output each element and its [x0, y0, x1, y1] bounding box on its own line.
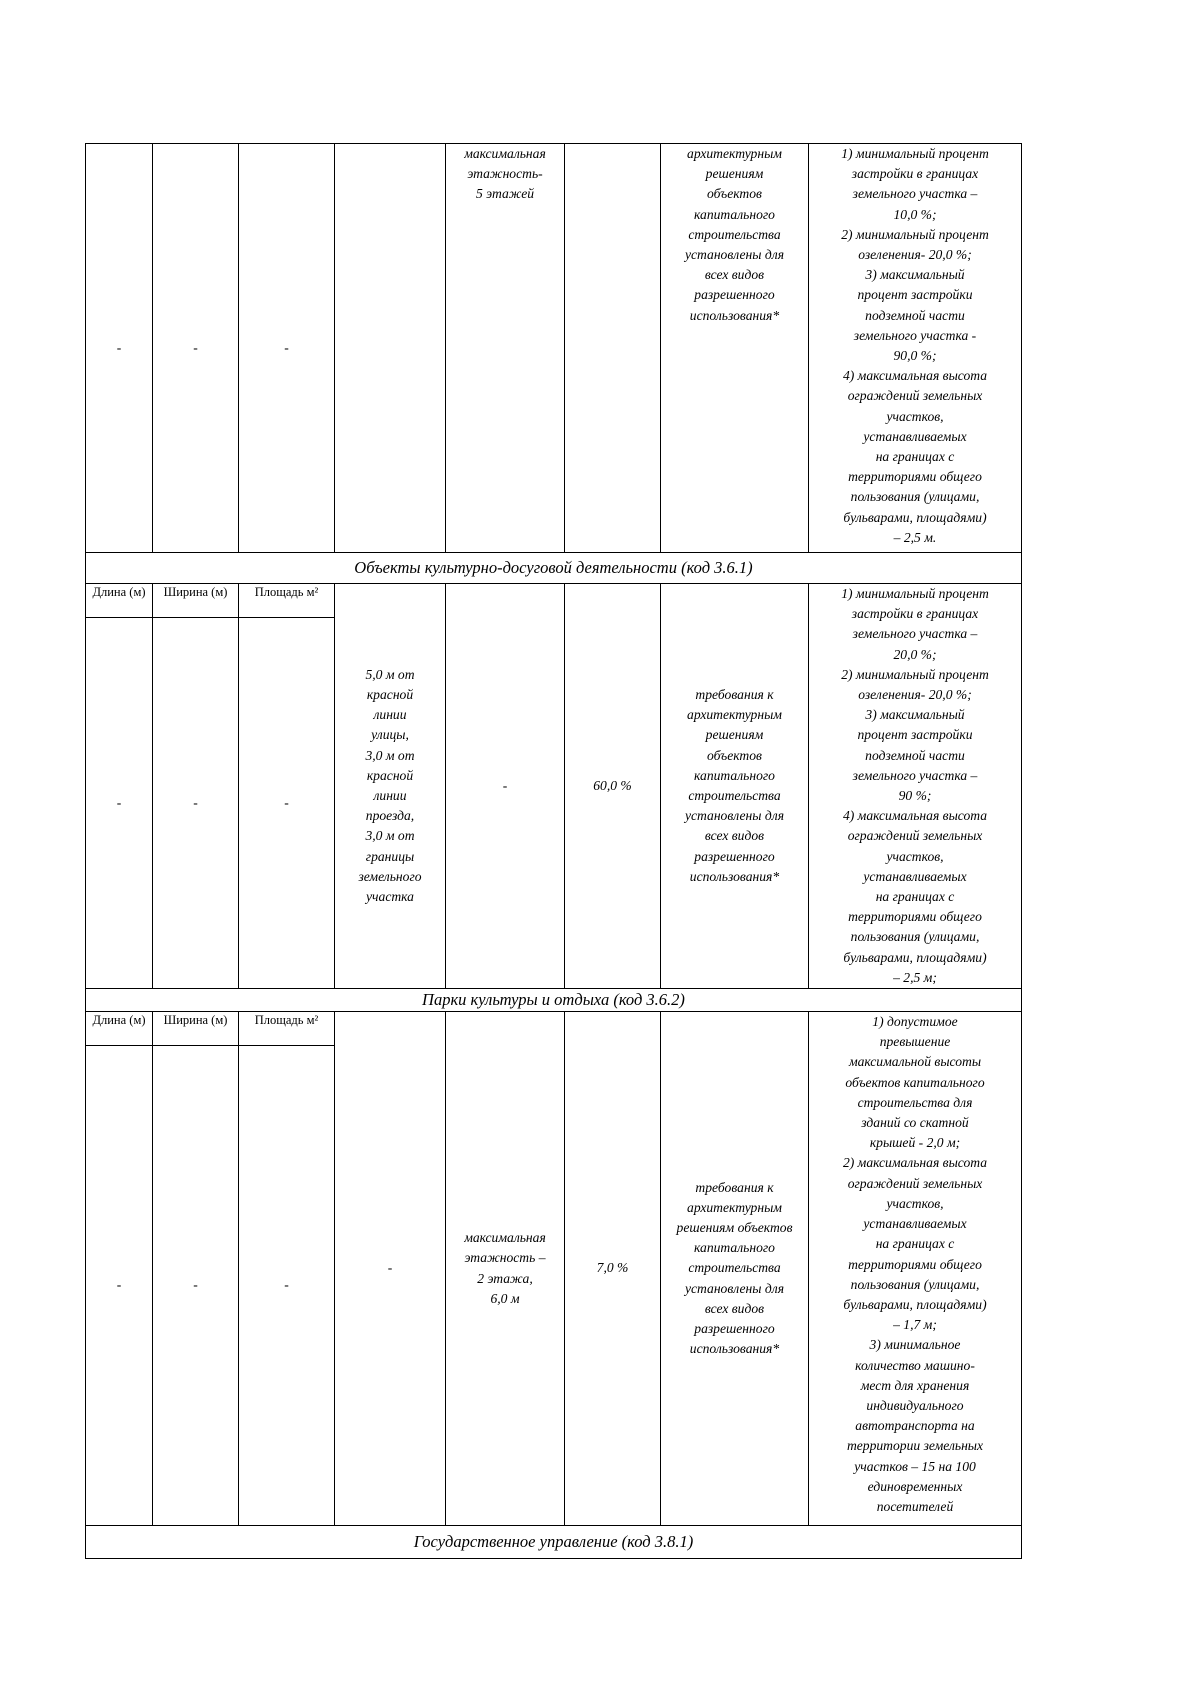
cell-text-line: мест для хранения	[860, 1377, 970, 1393]
cell-text-line: устанавливаемых	[863, 1216, 967, 1232]
cell-text-line: 1) допустимое	[872, 1014, 958, 1030]
cell-text-line: строительства для	[857, 1094, 973, 1110]
cell-text-line: 3,0 м от	[365, 747, 415, 763]
cell-text-line: этажность –	[464, 1250, 546, 1266]
cell-text-line: процент застройки	[857, 287, 973, 303]
cell-text-line: озеленения- 20,0 %;	[858, 687, 972, 703]
cell-text-line: 2) минимальный процент	[841, 226, 989, 242]
cell-text-line: 3) максимальный	[865, 707, 965, 723]
cell-text-line: подземной части	[865, 307, 965, 323]
cell-text-line: всех видов	[704, 267, 765, 283]
coverage-cell: 7,0 %	[565, 1012, 661, 1526]
cell-text-line: единовременных	[867, 1478, 963, 1494]
area-cell: -	[239, 144, 335, 553]
cell-text-line: – 1,7 м;	[893, 1317, 937, 1333]
cell-text-line: всех видов	[704, 828, 765, 844]
cell-text-line: ограждений земельных	[847, 1175, 983, 1191]
cell-text-line: строительства	[688, 1260, 781, 1276]
cell-text-line: капитального	[694, 767, 775, 783]
cell-text-line: – 2,5 м.	[893, 529, 937, 545]
cell-text-line: территориями общего	[848, 909, 982, 925]
cell-text-line: участков – 15 на 100	[854, 1458, 976, 1474]
cell-text-line: пользования (улицами,	[850, 489, 980, 505]
cell-text-line: пользования (улицами,	[850, 929, 980, 945]
other-params-cell	[809, 584, 1022, 989]
cell-text-line: ограждений земельных	[847, 388, 983, 404]
cell-text-line: линии	[373, 788, 407, 804]
cell-text-line: посетителей	[876, 1498, 954, 1514]
cell-text-line: объектов	[707, 747, 762, 763]
cell-text-line: автотранспорта на	[855, 1418, 975, 1434]
cell-text-line: максимальной высоты	[848, 1054, 982, 1070]
cell-text-line: требования к	[695, 1179, 774, 1195]
cell-text-line: использования*	[689, 1341, 780, 1357]
cell-text-line: улицы,	[371, 727, 409, 743]
cell-text-line: земельного	[358, 868, 422, 884]
cell-text-line: красной	[366, 767, 414, 783]
cell-text-line: территориями общего	[848, 469, 982, 485]
other-params-cell	[809, 144, 1022, 553]
architecture-cell	[661, 144, 809, 553]
storeys-cell	[446, 1012, 565, 1526]
cell-text-line: разрешенного	[694, 848, 775, 864]
cell-text-line: на границах с	[875, 449, 955, 465]
regulations-table-page	[85, 143, 1021, 1559]
cell-text-line: застройки в границах	[851, 606, 979, 622]
cell-text-line: 5 этажей	[475, 186, 535, 202]
area-header: Площадь м²	[239, 584, 335, 618]
cell-text-line: территории земельных	[846, 1438, 984, 1454]
cell-text-line: использования*	[689, 307, 780, 323]
cell-text-line: участков,	[886, 1195, 944, 1211]
cell-text-line: участков,	[886, 848, 944, 864]
cell-text-line: 5,0 м от	[365, 666, 415, 682]
cell-text-line: превышение	[879, 1034, 951, 1050]
cell-text-line: подземной части	[865, 747, 965, 763]
cell-text-line: установлены для	[684, 1280, 785, 1296]
width-cell: -	[153, 618, 239, 989]
section-row	[86, 1526, 1022, 1559]
cell-text-line: на границах с	[875, 1236, 955, 1252]
cell-text-line: 90 %;	[898, 788, 932, 804]
cell-text-line: разрешенного	[694, 1321, 775, 1337]
cell-text-line: 4) максимальная высота	[842, 808, 988, 824]
length-cell: -	[86, 618, 153, 989]
cell-text-line: озеленения- 20,0 %;	[858, 247, 972, 263]
cell-text-line: 3) минимальное	[869, 1337, 961, 1353]
cell-text-line: 2) максимальная высота	[842, 1155, 988, 1171]
cell-text-line: участка	[366, 889, 414, 905]
cell-text-line: земельного участка –	[852, 767, 978, 783]
cell-text-line: установлены для	[684, 247, 785, 263]
cell-text-line: 1) минимальный процент	[841, 146, 989, 161]
setback-cell: -	[335, 1012, 446, 1526]
coverage-cell: 60,0 %	[565, 584, 661, 989]
cell-text-line: проезда,	[365, 808, 415, 824]
regulations-table	[85, 143, 1022, 1559]
cell-text-line: 3) максимальный	[865, 267, 965, 283]
cell-text-line: бульварами, площадями)	[843, 509, 987, 525]
cell-text-line: максимальная	[464, 1230, 546, 1246]
cell-text-line: 2) минимальный процент	[841, 666, 989, 682]
setback-cell	[335, 584, 446, 989]
cell-text-line: красной	[366, 687, 414, 703]
cell-text-line: объектов	[707, 186, 762, 202]
length-cell: -	[86, 144, 153, 553]
cell-text-line: 2 этажа,	[477, 1270, 533, 1286]
area-cell: -	[239, 618, 335, 989]
table-row	[86, 144, 1022, 553]
length-header: Длина (м)	[86, 584, 153, 618]
cell-text-line: 3,0 м от	[365, 828, 415, 844]
cell-text-line: – 2,5 м;	[893, 969, 937, 985]
area-header: Площадь м²	[239, 1012, 335, 1046]
area-cell: -	[239, 1046, 335, 1526]
cell-text-line: 4) максимальная высота	[842, 368, 988, 384]
section-row	[86, 989, 1022, 1012]
section-title: Государственное управление (код 3.8.1)	[86, 1526, 1022, 1559]
cell-text-line: решениям	[705, 727, 764, 743]
cell-text-line: территориями общего	[848, 1256, 982, 1272]
cell-text-line: процент застройки	[857, 727, 973, 743]
section-row	[86, 553, 1022, 584]
cell-text-line: требования к	[695, 687, 774, 703]
section-title: Объекты культурно-досуговой деятельности (код 3.6.1)	[86, 553, 1022, 584]
cell-text-line: максимальная	[464, 146, 546, 161]
length-header: Длина (м)	[86, 1012, 153, 1046]
architecture-cell	[661, 584, 809, 989]
section-title: Парки культуры и отдыха (код 3.6.2)	[86, 989, 1022, 1012]
table-row	[86, 1012, 1022, 1046]
cell-text-line: пользования (улицами,	[850, 1276, 980, 1292]
cell-text-line: использования*	[689, 868, 780, 884]
cell-text-line: земельного участка –	[852, 186, 978, 202]
cell-text-line: решениям объектов	[676, 1220, 793, 1236]
architecture-cell	[661, 1012, 809, 1526]
cell-text-line: на границах с	[875, 889, 955, 905]
cell-text-line: архитектурным	[687, 707, 782, 723]
cell-text-line: земельного участка –	[852, 626, 978, 642]
cell-text-line: бульварами, площадями)	[843, 949, 987, 965]
cell-text-line: объектов капитального	[845, 1074, 985, 1090]
cell-text-line: участков,	[886, 408, 944, 424]
cell-text-line: устанавливаемых	[863, 868, 967, 884]
cell-text-line: 1) минимальный процент	[841, 586, 989, 601]
cell-text-line: застройки в границах	[851, 166, 979, 182]
storeys-cell: -	[446, 584, 565, 989]
storeys-cell	[446, 144, 565, 553]
setback-cell	[335, 144, 446, 553]
cell-text-line: индивидуального	[866, 1397, 964, 1413]
cell-text-line: 20,0 %;	[893, 646, 937, 662]
cell-text-line: ограждений земельных	[847, 828, 983, 844]
other-params-cell	[809, 1012, 1022, 1526]
cell-text-line: капитального	[694, 1240, 775, 1256]
length-cell: -	[86, 1046, 153, 1526]
cell-text-line: строительства	[688, 226, 781, 242]
cell-text-line: 6,0 м	[490, 1290, 520, 1306]
cell-text-line: 90,0 %;	[893, 348, 937, 364]
cell-text-line: линии	[373, 707, 407, 723]
cell-text-line: количество машино-	[855, 1357, 975, 1373]
cell-text-line: строительства	[688, 788, 781, 804]
cell-text-line: крышей - 2,0 м;	[869, 1135, 961, 1151]
cell-text-line: капитального	[694, 206, 775, 222]
table-row	[86, 584, 1022, 618]
width-cell: -	[153, 144, 239, 553]
cell-text-line: установлены для	[684, 808, 785, 824]
width-cell: -	[153, 1046, 239, 1526]
coverage-cell	[565, 144, 661, 553]
cell-text-line: бульварами, площадями)	[843, 1296, 987, 1312]
cell-text-line: земельного участка -	[853, 327, 977, 343]
width-header: Ширина (м)	[153, 584, 239, 618]
cell-text-line: границы	[365, 848, 415, 864]
cell-text-line: архитектурным	[687, 146, 782, 161]
cell-text-line: всех видов	[704, 1300, 765, 1316]
cell-text-line: 10,0 %;	[893, 206, 937, 222]
width-header: Ширина (м)	[153, 1012, 239, 1046]
cell-text-line: решениям	[705, 166, 764, 182]
cell-text-line: этажность-	[467, 166, 543, 182]
cell-text-line: архитектурным	[687, 1199, 782, 1215]
cell-text-line: устанавливаемых	[863, 428, 967, 444]
cell-text-line: разрешенного	[694, 287, 775, 303]
cell-text-line: зданий со скатной	[861, 1115, 969, 1131]
